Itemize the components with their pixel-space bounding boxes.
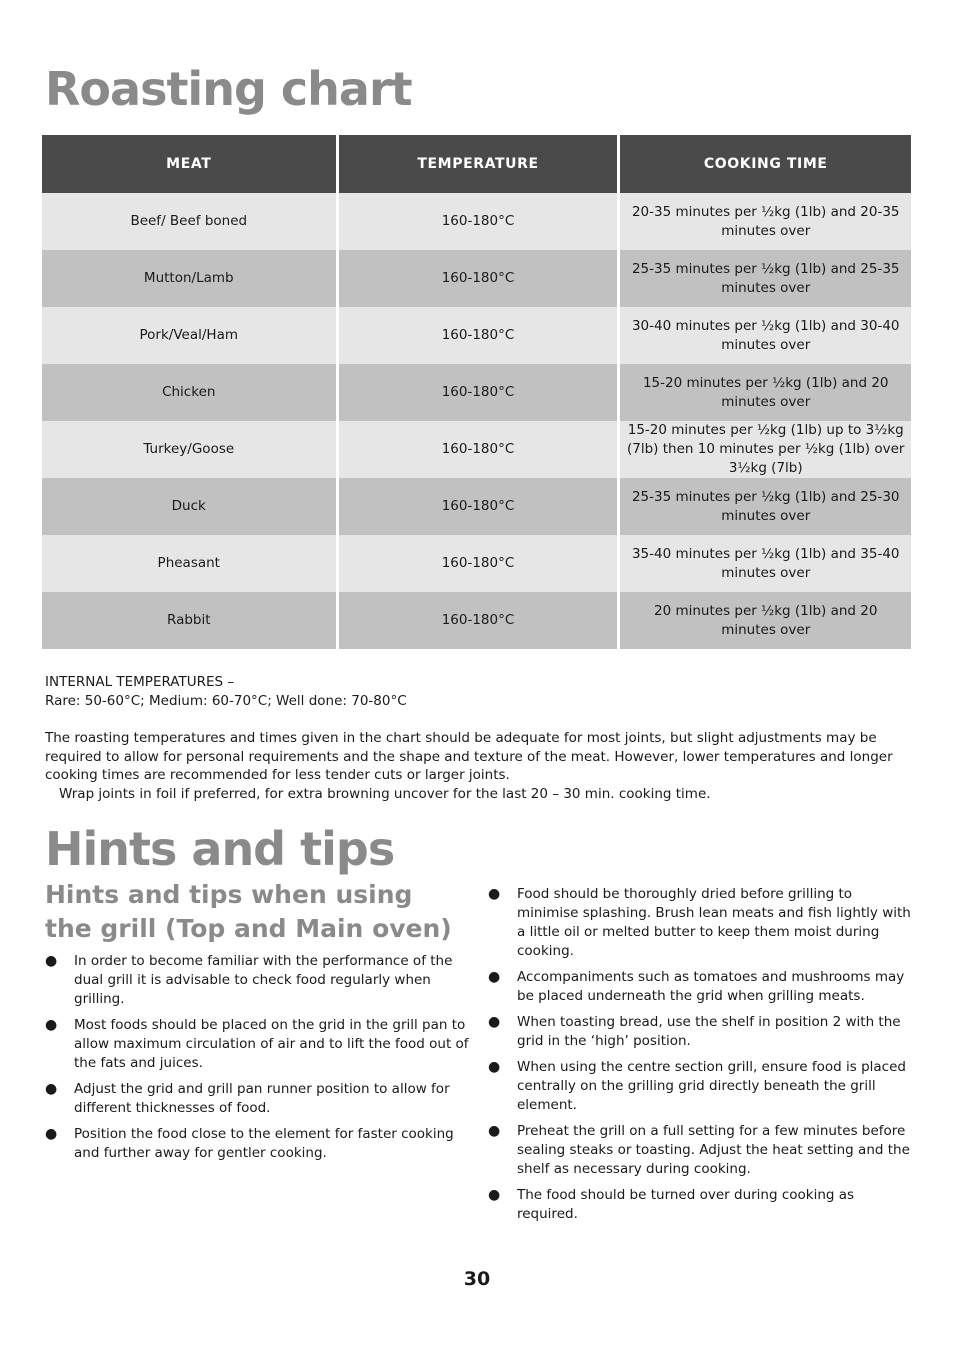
table-row [42, 592, 911, 649]
table-row [42, 307, 911, 364]
table-row [42, 478, 911, 535]
list-item [488, 968, 913, 1006]
cooking-time-cell: 15-20 minutes per ½kg (1lb) up to 3½kg (7lb) then 10 minutes per ½kg (1lb) over 3½kg (7lb) [619, 421, 911, 478]
temperature-cell: 160-180°C [337, 421, 619, 478]
cooking-time-cell: 20 minutes per ½kg (1lb) and 20 minutes over [619, 592, 911, 649]
temperature-cell: 160-180°C [337, 478, 619, 535]
cooking-time-cell: 20-35 minutes per ½kg (1lb) and 20-35 minutes over [619, 193, 911, 250]
header-meat: MEAT [42, 135, 337, 193]
table-row [42, 193, 911, 250]
meat-cell: Chicken [42, 364, 337, 421]
roasting-notes [45, 673, 910, 803]
cooking-time-cell: 30-40 minutes per ½kg (1lb) and 30-40 minutes over [619, 307, 911, 364]
temperature-cell: 160-180°C [337, 193, 619, 250]
bullet-icon: ● [488, 886, 501, 902]
list-item [488, 1013, 913, 1051]
list-item [45, 952, 470, 1009]
table-row [42, 535, 911, 592]
list-item-text: The food should be turned over during cooking as required. [517, 1187, 855, 1222]
list-item-text: Accompaniments such as tomatoes and mushrooms may be placed underneath the grid when grilling meats. [517, 969, 905, 1004]
cooking-time-cell: 35-40 minutes per ½kg (1lb) and 35-40 minutes over [619, 535, 911, 592]
list-item-text: Preheat the grill on a full setting for a few minutes before sealing steaks or toasting. Adjust the heat setting and the shelf as necessary during cooking. [517, 1123, 910, 1177]
bullet-icon: ● [45, 953, 58, 969]
list-item-text: In order to become familiar with the performance of the dual grill it is advisable to check food regularly when grilling. [74, 953, 453, 1007]
cooking-time-cell: 15-20 minutes per ½kg (1lb) and 20 minutes over [619, 364, 911, 421]
temperature-cell: 160-180°C [337, 307, 619, 364]
table-row [42, 250, 911, 307]
foil-note: Wrap joints in foil if preferred, for extra browning uncover for the last 20 – 30 min. cooking time. [59, 785, 711, 802]
temperature-cell: 160-180°C [337, 250, 619, 307]
list-item [488, 1058, 913, 1115]
hints-subtitle: Hints and tips when using the grill (Top and Main oven) [45, 880, 452, 943]
list-item-text: Position the food close to the element for faster cooking and further away for gentler cooking. [74, 1126, 454, 1161]
cooking-time-cell: 25-35 minutes per ½kg (1lb) and 25-30 minutes over [619, 478, 911, 535]
bullet-icon: ● [488, 1014, 501, 1030]
header-cooking-time: COOKING TIME [619, 135, 911, 193]
meat-cell: Pheasant [42, 535, 337, 592]
table-header-row [42, 135, 911, 193]
page-title: Roasting chart [45, 62, 412, 116]
hints-left-list [45, 952, 470, 1170]
list-item-text: Food should be thoroughly dried before grilling to minimise splashing. Brush lean meats and fish lightly with a little oil or melted butter to keep them moist during cooking. [517, 886, 911, 959]
list-item-text: When toasting bread, use the shelf in position 2 with the grid in the ‘high’ position. [517, 1014, 901, 1049]
header-temperature: TEMPERATURE [337, 135, 619, 193]
roasting-paragraph: The roasting temperatures and times given in the chart should be adequate for most joints, but slight adjustments may be required to allow for personal requirements and the shape and texture of the meat. However, lower temperatures and longer cooking times are recommended for less tender cuts or larger joints. [45, 730, 893, 783]
hints-right-list [488, 885, 913, 1231]
table-row [42, 364, 911, 421]
bullet-icon: ● [488, 1123, 501, 1139]
temperature-cell: 160-180°C [337, 364, 619, 421]
meat-cell: Mutton/Lamb [42, 250, 337, 307]
list-item-text: Adjust the grid and grill pan runner position to allow for different thicknesses of food. [74, 1081, 450, 1116]
bullet-icon: ● [45, 1126, 58, 1142]
list-item [488, 885, 913, 961]
internal-temperatures-heading: INTERNAL TEMPERATURES – [45, 674, 235, 690]
temperature-cell: 160-180°C [337, 535, 619, 592]
bullet-icon: ● [45, 1081, 58, 1097]
meat-cell: Turkey/Goose [42, 421, 337, 478]
meat-cell: Duck [42, 478, 337, 535]
list-item-text: Most foods should be placed on the grid in the grill pan to allow maximum circulation of air and to lift the food out of the fats and juices. [74, 1017, 469, 1071]
cooking-time-cell: 25-35 minutes per ½kg (1lb) and 25-35 minutes over [619, 250, 911, 307]
list-item-text: When using the centre section grill, ensure food is placed centrally on the grilling grid directly beneath the grill element. [517, 1059, 906, 1113]
list-item [45, 1125, 470, 1163]
internal-temperatures-values: Rare: 50-60°C; Medium: 60-70°C; Well done: 70-80°C [45, 692, 407, 709]
meat-cell: Beef/ Beef boned [42, 193, 337, 250]
bullet-icon: ● [488, 969, 501, 985]
page-number: 30 [463, 1268, 491, 1290]
meat-cell: Pork/Veal/Ham [42, 307, 337, 364]
bullet-icon: ● [45, 1017, 58, 1033]
bullet-icon: ● [488, 1059, 501, 1075]
temperature-cell: 160-180°C [337, 592, 619, 649]
hints-title: Hints and tips [45, 822, 395, 876]
list-item [488, 1122, 913, 1179]
bullet-icon: ● [488, 1187, 501, 1203]
list-item [488, 1186, 913, 1224]
list-item [45, 1080, 470, 1118]
table-row [42, 421, 911, 478]
roasting-table [42, 135, 911, 649]
meat-cell: Rabbit [42, 592, 337, 649]
list-item [45, 1016, 470, 1073]
